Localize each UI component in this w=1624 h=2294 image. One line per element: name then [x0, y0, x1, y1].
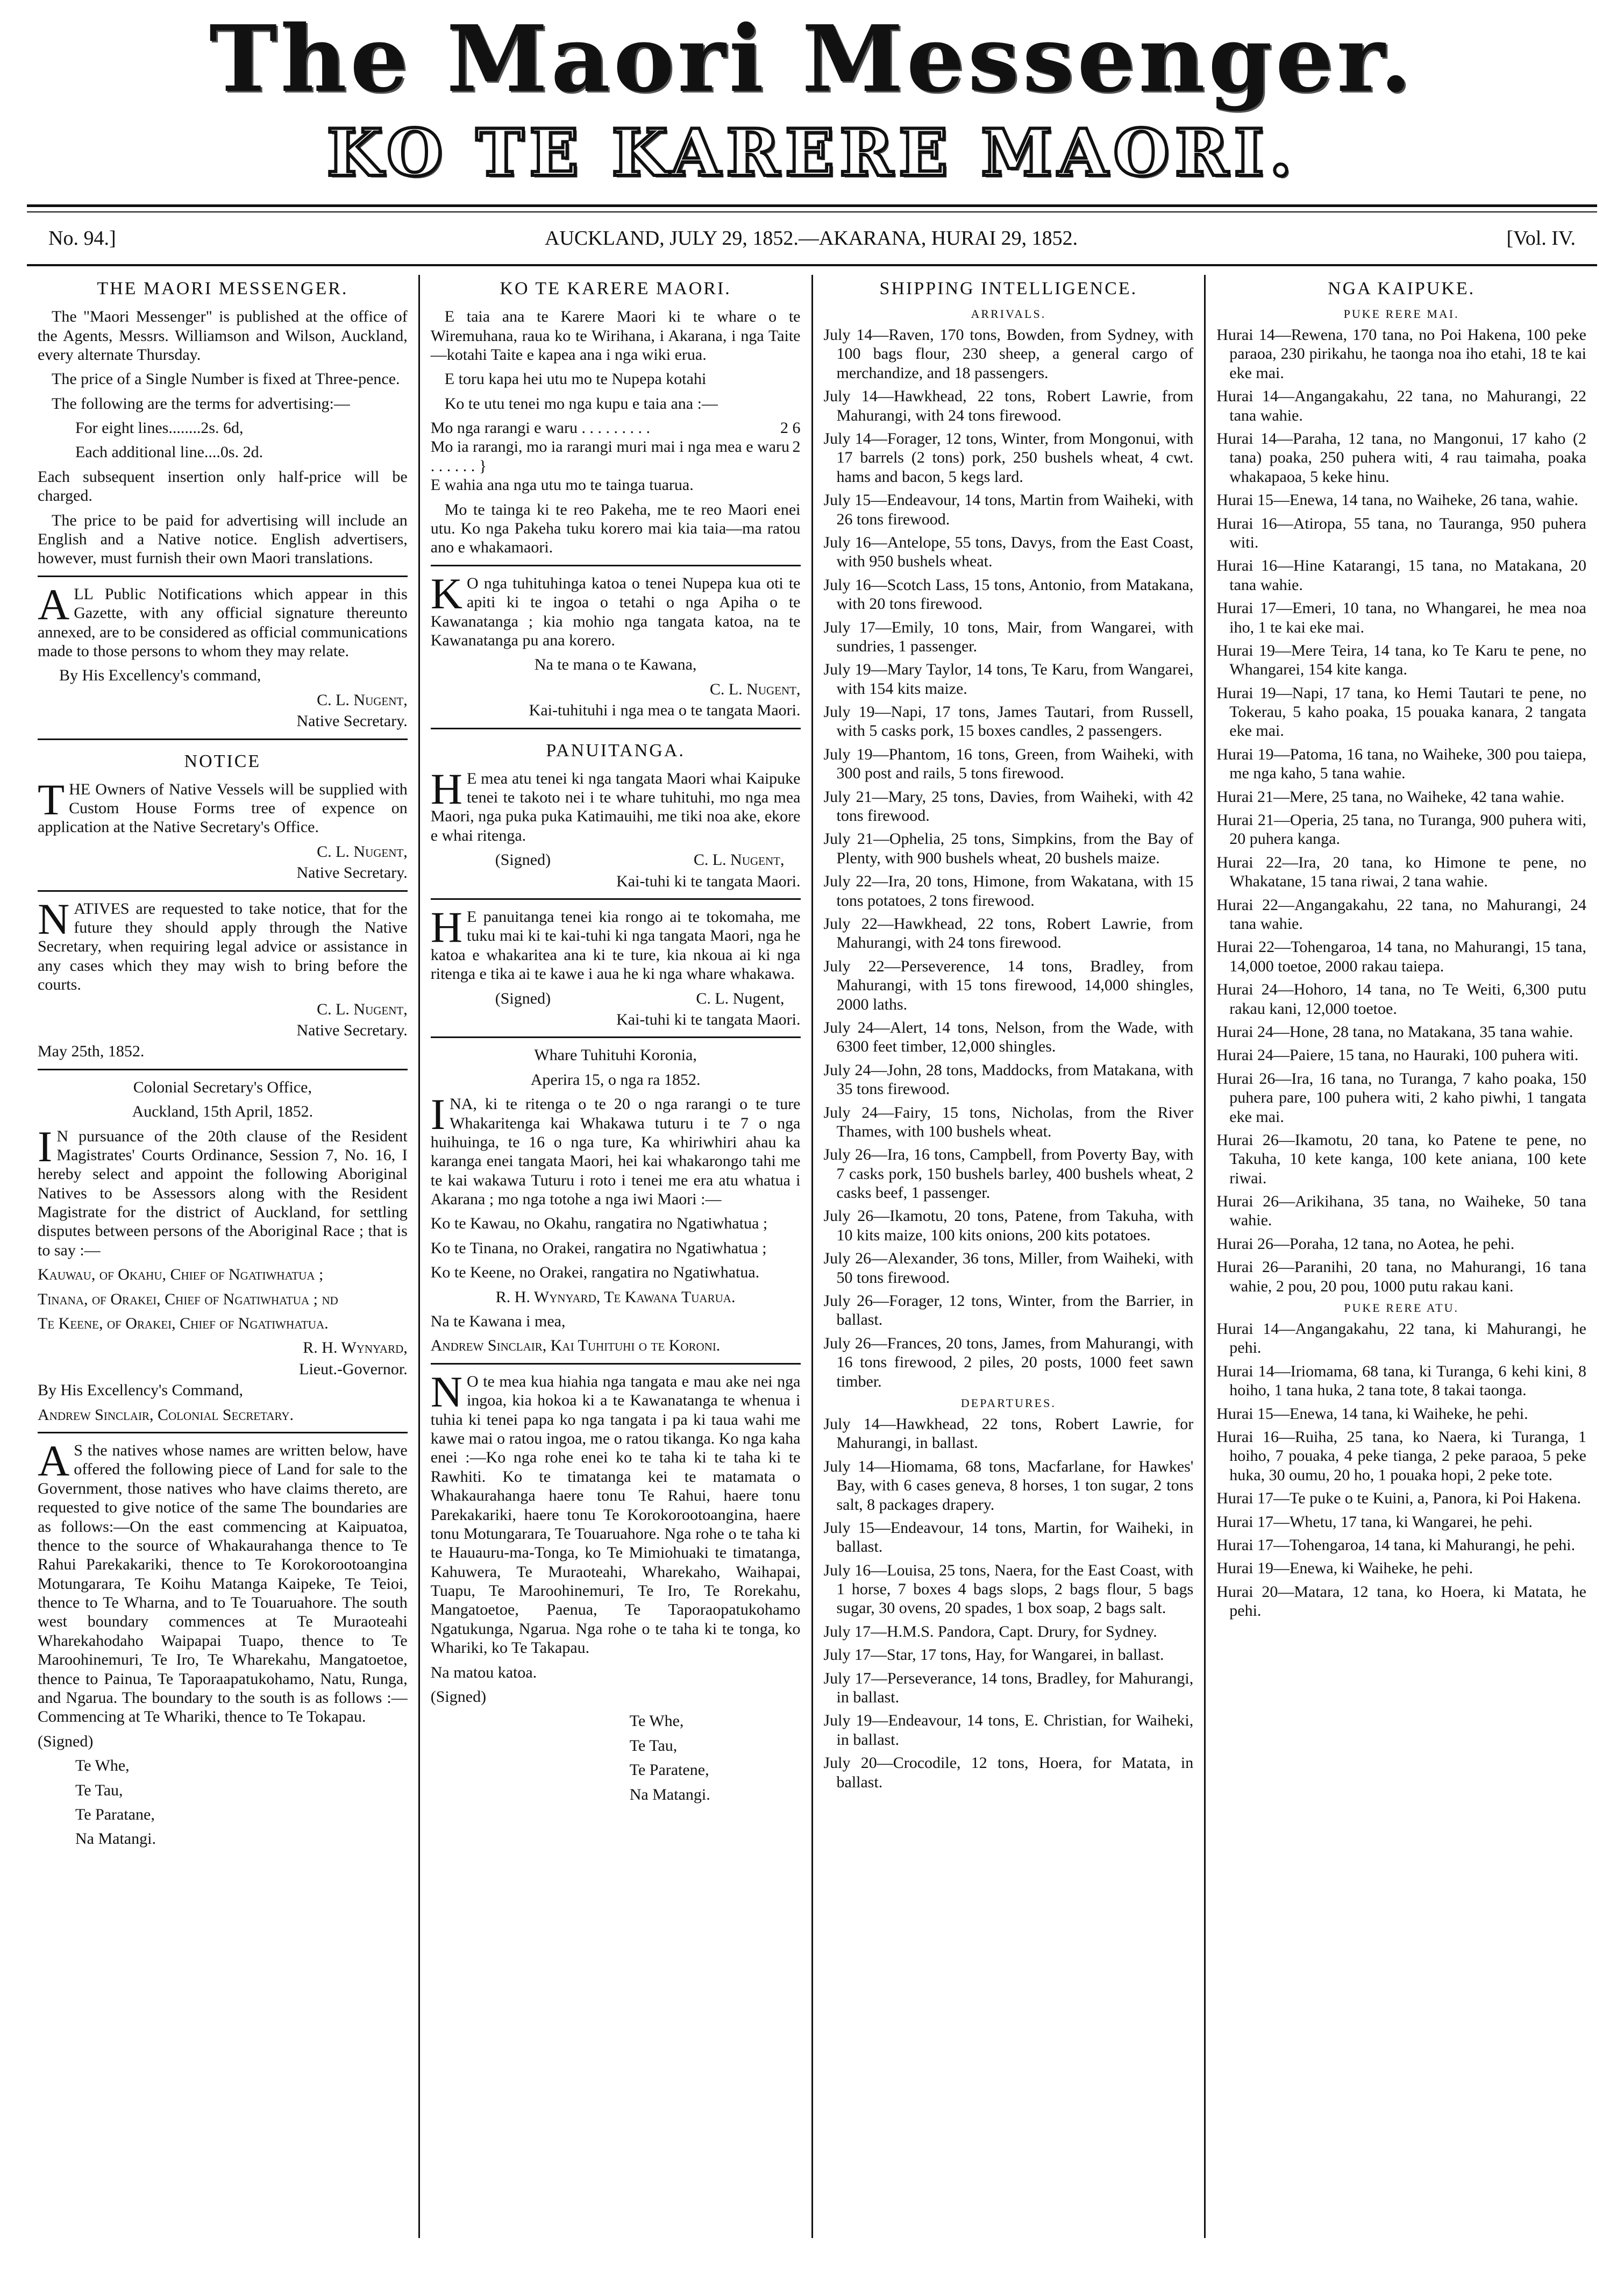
shipping-entry-text: July 14—Hiomama, 68 tons, Macfarlane, for Hawkes' Bay, with 6 cases geneva, 8 horses, 1 ton sugar, 2 tons salt, 8 packages drapery. [823, 1457, 1194, 1514]
shipping-entry-text: July 19—Phantom, 16 tons, Green, from Waiheki, with 300 post and rails, 5 tons firewood. [823, 745, 1194, 783]
rate-line: Each additional line....0s. 2d. [75, 443, 263, 461]
signature-role: Kai-tuhi ki te tangata Maori. [616, 1010, 801, 1028]
notice-body: O nga tuhituhinga katoa o tenei Nupepa kua oti te apiti ki te ingoa o tetahi o nga Apiha o te Kawanatanga ; kia mohio nga tangata katoa, na te Kawanatanga pu ana korero. [430, 574, 801, 649]
rate-line: For eight lines........2s. 6d, [75, 419, 244, 437]
section-heading: PANUITANGA. [546, 740, 685, 761]
shipping-entry-text: Hurai 14—Angangakahu, 22 tana, ki Mahurangi, he pehi. [1216, 1319, 1586, 1357]
departures-list [824, 1415, 1194, 1792]
signature-role: Kai-tuhituhi i nga mea o te tangata Maori. [529, 701, 801, 720]
shipping-entry-text: July 14—Forager, 12 tons, Winter, from Mongonui, with 17 barrels (2 tons) pork, 250 bushels wheat, 4 cwt. hams and bacon, 5 kegs lard. [823, 430, 1194, 486]
shipping-entry-text: July 15—Endeavour, 14 tons, Martin, for Waiheki, in ballast. [823, 1518, 1194, 1556]
signature-by: Na te mana o te Kawana, [534, 656, 697, 674]
column-heading: SHIPPING INTELLIGENCE. [879, 279, 1138, 299]
shipping-entry [824, 1334, 1194, 1391]
departures-heading: DEPARTURES. [960, 1396, 1056, 1410]
masthead-rule [27, 204, 1597, 212]
shipping-entry [1216, 1427, 1586, 1485]
public-notifications-notice-maori [431, 565, 801, 720]
shipping-entry [1216, 1559, 1586, 1578]
shipping-entry [824, 1061, 1194, 1099]
shipping-entry-text: July 16—Antelope, 55 tons, Davys, from the East Coast, with 950 bushels wheat. [823, 533, 1194, 571]
courts-notice-maori [431, 898, 801, 1029]
shipping-entry-text: July 21—Ophelia, 25 tons, Simpkins, from the Bay of Plenty, with 900 bushels wheat, 20 bushels maize. [823, 830, 1194, 867]
drop-cap: H [430, 764, 462, 813]
shipping-entry [1216, 1536, 1586, 1554]
shipping-entry [1216, 1319, 1586, 1358]
drop-cap: A [38, 1436, 70, 1485]
shipping-entry [1216, 1069, 1586, 1126]
issue-number: No. 94.] [48, 227, 116, 250]
shipping-entry-text: Hurai 17—Whetu, 17 tana, ki Wangarei, he pehi. [1216, 1512, 1533, 1531]
shipping-entry [1216, 387, 1586, 425]
volume-number: [Vol. IV. [1506, 227, 1576, 250]
signature-row [431, 989, 801, 1008]
office-name: Colonial Secretary's Office, [133, 1078, 312, 1096]
shipping-entry-text: Hurai 17—Tohengaroa, 14 tana, ki Mahurangi, he pehi. [1216, 1536, 1576, 1554]
signatory: Te Tau, [75, 1781, 123, 1799]
shipping-entry [824, 829, 1194, 868]
shipping-entry [1216, 853, 1586, 891]
shipping-entry-text: Hurai 16—Atiropa, 55 tana, no Tauranga, 950 puhera witi. [1216, 514, 1586, 551]
column-english-notices [27, 275, 418, 2238]
shipping-entry-text: July 22—Hawkhead, 22 tons, Robert Lawrie, from Mahurangi, with 24 tons firewood. [823, 915, 1194, 952]
shipping-entry-text: July 26—Frances, 20 tons, James, from Mahurangi, with 16 tons firewood, 2 piles, 20 posts, 1000 feet sawn timber. [823, 1334, 1194, 1390]
assessor-entry: Ko te Kawau, no Okahu, rangatira no Ngatiwhatua ; [430, 1215, 768, 1233]
shipping-entry-text: July 14—Hawkhead, 22 tons, Robert Lawrie, for Mahurangi, in ballast. [823, 1415, 1194, 1452]
shipping-entry-text: July 17—H.M.S. Pandora, Capt. Drury, for Sydney. [823, 1622, 1157, 1640]
shipping-entry-text: Hurai 21—Operia, 25 tana, no Turanga, 900 puhera witi, 20 puhera kanga. [1216, 811, 1586, 848]
shipping-entry [824, 429, 1194, 486]
shipping-entry-text: Hurai 16—Hine Katarangi, 15 tana, no Matakana, 20 tana wahie. [1216, 557, 1586, 594]
notice-body: NA, ki te ritenga o te 20 o nga rarangi o te ture Whakaritenga kai Whakawa tuturu i te 7 o nga huihuinga, te 16 o nga ture, Ka whiriwhiri ahau ka karanga enei tangata Maori, hei kai whakarongo tahi me te kai wakawa Tuturu i roto i tenei me era atu whatua i Akarana ; mo nga totohe a nga iwi Maori :— [430, 1095, 801, 1209]
shipping-entry [824, 1645, 1194, 1664]
shipping-entry [1216, 896, 1586, 934]
paragraph: Each subsequent insertion only half-price will be charged. [38, 467, 408, 505]
rate-label: Mo nga rarangi e waru . . . . . . . . . [430, 419, 650, 437]
paragraph: The "Maori Messenger" is published at the office of the Agents, Messrs. Williamson and Wilson, Auckland, every alternate Thursday. [38, 308, 408, 364]
shipping-entry [1216, 1131, 1586, 1188]
arrivals-list [1216, 325, 1586, 1296]
shipping-entry [1216, 1404, 1586, 1423]
assessor-entry: Ko te Tinana, no Orakei, rangatira no Ngatiwhatua ; [430, 1239, 767, 1257]
assessors-notice [38, 1069, 408, 1424]
shipping-entry-text: July 19—Mary Taylor, 14 tons, Te Karu, from Wangarei, with 154 kits maize. [823, 660, 1194, 698]
shipping-entry [824, 1669, 1194, 1707]
shipping-entry [1216, 1234, 1586, 1253]
notice-date: May 25th, 1852. [38, 1042, 145, 1061]
panuitanga-section [431, 728, 801, 891]
rate-value: 2 6 [780, 419, 801, 437]
shipping-entry-text: July 26—Alexander, 36 tons, Miller, from Waiheki, with 50 tons firewood. [823, 1249, 1194, 1287]
shipping-entry-text: July 16—Louisa, 25 tons, Naera, for the East Coast, with 1 horse, 7 boxes 4 bags slops, 2 bags flour, 5 bags sugar, 30 ovens, 20 spades, 1 box soap, 2 bags salt. [823, 1561, 1194, 1617]
signature-name: Andrew Sinclair, Colonial Secretary. [38, 1405, 294, 1424]
shipping-entry [1216, 1046, 1586, 1064]
shipping-entry-text: Hurai 24—Paiere, 15 tana, no Hauraki, 100 puhera witi. [1216, 1046, 1579, 1064]
shipping-entry-text: July 17—Perseverance, 14 tons, Bradley, for Mahurangi, in ballast. [823, 1669, 1194, 1707]
shipping-entry [1216, 1192, 1586, 1230]
shipping-entry-text: Hurai 26—Paranihi, 20 tana, no Mahurangi, 16 tana wahie, 2 pou, 20 pou, 1000 putu rakau kani. [1216, 1258, 1586, 1295]
shipping-entry-text: July 26—Forager, 12 tons, Winter, from the Barrier, in ballast. [823, 1292, 1194, 1329]
arrivals-list [824, 325, 1194, 1391]
shipping-entry [1216, 684, 1586, 741]
columns [27, 275, 1597, 2238]
signature-name: R. H. Wynyard, Te Kawana Tuarua. [495, 1288, 736, 1306]
paragraph: The following are the terms for advertising:— [52, 394, 350, 413]
column-heading: NGA KAIPUKE. [1328, 279, 1476, 299]
assessors-notice-maori [431, 1036, 801, 1355]
shipping-entry-text: July 24—John, 28 tons, Maddocks, from Matakana, with 35 tons firewood. [823, 1061, 1194, 1098]
shipping-entry-text: July 16—Scotch Lass, 15 tons, Antonio, from Matakana, with 20 tons firewood. [823, 576, 1194, 613]
shipping-entry [1216, 1258, 1586, 1296]
office-date: Aperira 15, o nga ra 1852. [530, 1070, 701, 1089]
notice-body: E panuitanga tenei kia rongo ai te tokomaha, me tuku mai ki te kai-tuhi ki nga tangata Maori, nga he katoa e whakaritea ana ki te ture, kia nkoua ai ki nga ritenga e tika ai te kawe i aua he ki nga whare whakawa. [430, 907, 801, 983]
arrivals-heading: ARRIVALS. [971, 307, 1046, 321]
shipping-entry-text: Hurai 14—Angangakahu, 22 tana, no Mahurangi, 22 tana wahie. [1216, 387, 1586, 424]
shipping-entry-text: Hurai 26—Ikamotu, 20 tana, ko Patene te pene, no Takuha, 10 kete kanga, 100 kete aniana, 100 kete riwai. [1216, 1131, 1586, 1187]
signature-name: C. L. Nugent, [696, 989, 785, 1007]
shipping-entry-text: July 19—Napi, 17 tons, James Tautari, from Russell, with 5 casks pork, 15 boxes candles, 2 passengers. [823, 703, 1194, 740]
assessor-entry: Tinana, of Orakei, Chief of Ngatiwhatua ; nd [38, 1290, 338, 1308]
shipping-entry [824, 576, 1194, 614]
departures-list [1216, 1319, 1586, 1620]
signatory: Te Paratane, [75, 1806, 155, 1823]
signature-name: C. L. Nugent, [317, 1000, 408, 1018]
signature-by: By His Excellency's command, [59, 666, 261, 685]
paragraph: E toru kapa hei utu mo te Nupepa kotahi [444, 370, 707, 388]
shipping-entry-text: Hurai 14—Paraha, 12 tana, no Mangonui, 17 kaho (2 tana) poaka, 250 puhera witi, 4 rau taimaha, poaka whakapaoa, 5 keke hinu. [1216, 430, 1586, 486]
rate-row [431, 418, 801, 437]
signature-role: Native Secretary. [296, 1021, 408, 1039]
shipping-entry [824, 1018, 1194, 1056]
shipping-entry-text: Hurai 26—Poraha, 12 tana, no Aotea, he pehi. [1216, 1234, 1515, 1253]
shipping-entry [824, 1711, 1194, 1749]
shipping-entry-text: Hurai 24—Hone, 28 tana, no Matakana, 35 tana wahie. [1216, 1022, 1573, 1041]
signature-by: By His Excellency's Command, [38, 1381, 244, 1400]
shipping-entry-text: July 15—Endeavour, 14 tons, Martin from Waiheki, with 26 tons firewood. [823, 491, 1194, 528]
rate-value: 2 [792, 438, 801, 456]
shipping-entry [824, 618, 1194, 656]
office-name: Whare Tuhituhi Koronia, [534, 1046, 697, 1064]
shipping-entry [1216, 1022, 1586, 1041]
shipping-entry-text: July 17—Star, 17 tons, Hay, for Wangarei, in ballast. [823, 1646, 1164, 1664]
rate-row [431, 437, 801, 475]
shipping-entry-text: July 24—Alert, 14 tons, Nelson, from the Wade, with 6300 feet timber, 12,000 shingles. [823, 1018, 1194, 1056]
shipping-entry-text: Hurai 19—Napi, 17 tana, ko Hemi Tautari te pene, no Tokerau, 5 kaho poaka, 15 pouaka kanara, 2 tangata eke mai. [1216, 684, 1586, 740]
shipping-entry [824, 872, 1194, 910]
shipping-entry [1216, 745, 1586, 783]
signature-name: R. H. Wynyard, [303, 1339, 408, 1357]
shipping-entry [824, 387, 1194, 425]
notice-body: E mea atu tenei ki nga tangata Maori whai Kaipuke tenei te takoto nei i te whare tuhituhi, mo nga mea Maori, nga puka puka Katimauihi, me tiki noa ake, ekore e whai ritenga. [430, 769, 801, 844]
shipping-entry [1216, 1512, 1586, 1531]
signatory: Te Whe, [629, 1712, 684, 1730]
signature-name: C. L. Nugent, [709, 680, 801, 698]
paragraph: E wahia ana nga utu mo te tainga tuarua. [430, 476, 694, 494]
shipping-entry [824, 1622, 1194, 1641]
paragraph: The price to be paid for advertising will include an English and a Native notice. English advertisers, however, must furnish their own Maori translations. [38, 511, 408, 567]
shipping-entry [824, 957, 1194, 1014]
shipping-entry-text: Hurai 22—Tohengaroa, 14 tana, no Mahurangi, 15 tana, 14,000 toetoe, 2000 rakau taiepa. [1216, 938, 1586, 975]
issue-date: AUCKLAND, JULY 29, 1852.—AKARANA, HURAI 29, 1852. [544, 227, 1078, 250]
notice-body: LL Public Notifications which appear in this Gazette, with any official signature thereunto annexed, are to be considered as official communications made to those persons to whom they may relate. [38, 585, 408, 660]
dateline-rule [27, 264, 1597, 266]
shipping-entry [1216, 491, 1586, 509]
shipping-entry-text: Hurai 19—Patoma, 16 tana, no Waiheke, 300 pou taiepa, me nga kaho, 5 tana wahie. [1216, 745, 1586, 783]
shipping-entry [824, 660, 1194, 698]
column-shipping-maori [1204, 275, 1597, 2238]
shipping-entry [1216, 325, 1586, 382]
column-shipping-english [811, 275, 1205, 2238]
notice-body: S the natives whose names are written below, have offered the following piece of Land for sale to the Government, those natives who have claims thereto, are requested to give notice of the same The boundaries are as follows:—On the east commencing at Kaipuatoa, thence to the source of Whakaurahanga thence to Te Rahui Parekakariki, thence to Te Korokorootoangina Motungarara, Te Koihu Matanga Kaipeke, Te Teioi, thence to Te Wharna, and to Te Touaruahore. The south west boundary commences at Te Muraoteahi Wharekahodaho Waipapai Tuapo, thence to Te Maroohinemuri, Te Iro, Te Wharekahu, Mangatoetoe, thence to Painua, Te Taporaapatukohamo, Natu, Runga, and Ngarua. The boundary to the south is as follows :—Commencing at Te Whariki, thence to Te Tokapau. [38, 1441, 408, 1726]
shipping-entry [824, 745, 1194, 783]
signature-role: Native Secretary. [296, 712, 408, 730]
column-heading: THE MAORI MESSENGER. [97, 279, 348, 299]
shipping-entry-text: Hurai 21—Mere, 25 tana, no Waiheke, 42 tana wahie. [1216, 787, 1565, 806]
shipping-entry [1216, 1489, 1586, 1508]
shipping-entry [824, 1561, 1194, 1618]
shipping-entry [1216, 599, 1586, 637]
paragraph: Ko te utu tenei mo nga kupu e taia ana :— [444, 394, 718, 413]
drop-cap: N [38, 894, 70, 943]
shipping-entry [1216, 514, 1586, 552]
signatory: Te Paratene, [629, 1761, 709, 1779]
shipping-entry [824, 1457, 1194, 1514]
shipping-entry [824, 787, 1194, 826]
shipping-entry-text: Hurai 26—Arikihana, 35 tana, no Waiheke, 50 tana wahie. [1216, 1192, 1586, 1230]
dateline [27, 212, 1597, 264]
shipping-entry-text: Hurai 14—Iriomama, 68 tana, ki Turanga, 6 kehi kini, 8 hoiho, 1 tana huka, 2 tana tote, 8 takai taonga. [1216, 1362, 1586, 1400]
shipping-entry-text: Hurai 19—Enewa, ki Waiheke, he pehi. [1216, 1559, 1473, 1578]
shipping-entry [824, 1249, 1194, 1287]
shipping-entry [1216, 556, 1586, 594]
shipping-entry [1216, 429, 1586, 486]
signature-by: Na te Kawana i mea, [430, 1312, 566, 1331]
signatory: Na Matangi. [75, 1830, 156, 1848]
notice-section [38, 738, 408, 883]
rate-label: Mo ia rarangi, mo ia rarangi muri mai i nga mea e waru . . . . . . } [430, 438, 790, 475]
signature-name: C. L. Nugent, [693, 851, 785, 869]
drop-cap: T [38, 775, 65, 824]
assessor-entry: Ko te Keene, no Orakei, rangatira no Ngatiwhatua. [430, 1263, 760, 1282]
paragraph: E taia ana te Karere Maori ki te whare o te Wiremuhana, raua ko te Wirihana, i Akarana, i nga Taite—kotahi Taite e kapea ana i nga wiki erua. [430, 308, 801, 364]
notice-body: N pursuance of the 20th clause of the Resident Magistrates' Courts Ordinance, Session 7, No. 16, I hereby select and appoint the following Aboriginal Natives to be Assessors along with the Resident Magistrate for the district of Auckland, for settling disputes between persons of the Aboriginal Race ; that is to say :— [38, 1127, 408, 1259]
signed-label: (Signed) [495, 851, 551, 869]
signature-role: Kai-tuhi ki te tangata Maori. [616, 872, 801, 890]
notice-body: HE Owners of Native Vessels will be supplied with Custom House Forms tree of expence on application at the Native Secretary's Office. [38, 780, 408, 836]
shipping-entry-text: Hurai 22—Ira, 20 tana, ko Himone te pene, no Whakatane, 15 tana riwai, 2 tana wahie. [1216, 853, 1586, 891]
section-heading: NOTICE [184, 751, 261, 771]
shipping-entry-text: July 22—Perseverence, 14 tons, Bradley, from Mahurangi, with 15 tons firewood, 14,000 shingles, 2000 laths. [823, 957, 1194, 1013]
shipping-entry [824, 325, 1194, 382]
shipping-entry-text: July 22—Ira, 20 tons, Himone, from Wakatana, with 15 tons potatoes, 2 tons firewood. [823, 872, 1194, 910]
signed-label: (Signed) [38, 1732, 94, 1750]
paragraph: Mo te tainga ki te reo Pakeha, me te reo Maori enei utu. Ko nga Pakeha tuku korero mai kia taia—ma ratou ano e whakamaori. [430, 500, 801, 557]
shipping-entry [824, 702, 1194, 741]
masthead [27, 0, 1597, 194]
signatory: Te Tau, [629, 1736, 678, 1755]
shipping-entry [824, 914, 1194, 953]
shipping-entry [1216, 787, 1586, 806]
assessor-entry: Te Keene, of Orakei, Chief of Ngatiwhatua. [38, 1315, 329, 1333]
shipping-entry [1216, 980, 1586, 1018]
shipping-entry [1216, 641, 1586, 679]
shipping-entry [824, 1206, 1194, 1245]
column-heading: KO TE KARERE MAORI. [500, 279, 731, 299]
shipping-entry-text: July 14—Hawkhead, 22 tons, Robert Lawrie, from Mahurangi, with 24 tons firewood. [823, 387, 1194, 424]
legal-advice-notice [38, 890, 408, 1061]
shipping-entry [824, 1518, 1194, 1557]
signatory: Te Whe, [75, 1757, 130, 1775]
signature-name: C. L. Nugent, [317, 842, 408, 861]
shipping-entry-text: July 19—Endeavour, 14 tons, E. Christian, for Waiheki, in ballast. [823, 1711, 1194, 1749]
signatory: Na Matangi. [629, 1785, 710, 1803]
shipping-entry-text: July 21—Mary, 25 tons, Davies, from Waiheki, with 42 tons firewood. [823, 787, 1194, 825]
shipping-entry-text: Hurai 22—Angangakahu, 22 tana, no Mahurangi, 24 tana wahie. [1216, 896, 1586, 933]
shipping-entry-text: Hurai 17—Emeri, 10 tana, no Whangarei, he mea noa iho, 1 te kai eke mai. [1216, 599, 1586, 636]
drop-cap: A [38, 579, 70, 629]
shipping-entry-text: Hurai 17—Te puke o te Kuini, a, Panora, ki Poi Hakena. [1216, 1489, 1581, 1508]
drop-cap: I [430, 1090, 446, 1139]
drop-cap: I [38, 1121, 53, 1171]
shipping-entry-text: Hurai 15—Enewa, 14 tana, no Waiheke, 26 tana, wahie. [1216, 491, 1578, 509]
land-sale-notice [38, 1432, 408, 1849]
shipping-entry [824, 1753, 1194, 1792]
shipping-entry [824, 1103, 1194, 1141]
masthead-title-maori: KO TE KARERE MAORI. [326, 115, 1298, 191]
signed-label: (Signed) [495, 989, 551, 1007]
masthead-title-english: The Maori Messenger. [209, 5, 1415, 113]
shipping-entry [824, 1415, 1194, 1453]
shipping-entry-text: Hurai 15—Enewa, 14 tana, ki Waiheke, he pehi. [1216, 1404, 1528, 1423]
public-notifications-notice [38, 576, 408, 731]
shipping-entry-text: Hurai 16—Ruiha, 25 tana, ko Naera, ki Turanga, 1 hoiho, 7 pouaka, 4 peke tianga, 2 peke paraoa, 5 peke huka, 30 oumu, 20 ho, 1 pouaka hopi, 2 peke tote. [1216, 1427, 1586, 1484]
signature-role: Native Secretary. [296, 864, 408, 882]
shipping-entry [824, 1145, 1194, 1202]
arrivals-heading: PUKE RERE MAI. [1343, 307, 1459, 321]
shipping-entry-text: July 20—Crocodile, 12 tons, Hoera, for Matata, in ballast. [823, 1754, 1194, 1791]
assessor-entry: Kauwau, of Okahu, Chief of Ngatiwhatua ; [38, 1266, 324, 1284]
shipping-entry [824, 533, 1194, 571]
shipping-entry-text: Hurai 19—Mere Teira, 14 tana, ko Te Karu te pene, no Whangarei, 154 kite kanga. [1216, 641, 1586, 679]
shipping-entry-text: July 14—Raven, 170 tons, Bowden, from Sydney, with 100 bags flour, 230 sheep, a general cargo of merchandize, and 18 passengers. [823, 326, 1194, 382]
departures-heading: PUKE RERE ATU. [1344, 1301, 1459, 1315]
shipping-entry [1216, 811, 1586, 849]
signature-name: C. L. Nugent, [317, 691, 408, 709]
shipping-entry-text: Hurai 24—Hohoro, 14 tana, no Te Weiti, 6,300 putu rakau kani, 12,000 toetoe. [1216, 981, 1586, 1018]
shipping-entry-text: July 26—Ikamotu, 20 tons, Patene, from Takuha, with 10 kits maize, 100 kits onions, 200 kits potatoes. [823, 1207, 1194, 1244]
drop-cap: N [430, 1367, 462, 1416]
notice-body: ATIVES are requested to take notice, that for the future they should apply through the Native Secretary, when requiring legal advice or assistance in any cases which they may wish to bring before the courts. [38, 899, 408, 994]
shipping-entry-text: Hurai 26—Ira, 16 tana, no Turanga, 7 kaho poaka, 150 puhera pare, 100 puhera witi, 2 kaho piwhi, 1 tangata eke mai. [1216, 1069, 1586, 1126]
shipping-entry [1216, 938, 1586, 976]
office-date: Auckland, 15th April, 1852. [132, 1103, 314, 1121]
column-maori-notices [418, 275, 811, 2238]
land-sale-notice-maori [431, 1363, 801, 1804]
drop-cap: K [430, 569, 462, 618]
signature-name: Andrew Sinclair, Kai Tuhituhi o te Koroni. [430, 1337, 721, 1355]
shipping-entry-text: Hurai 14—Rewena, 170 tana, no Poi Hakena, 100 peke paraoa, 230 pirikahu, he taonga noa iho etahi, 18 te kai eke mai. [1216, 326, 1586, 382]
drop-cap: H [430, 902, 462, 951]
signature-role: Lieut.-Governor. [299, 1360, 408, 1378]
signed-label: (Signed) [430, 1688, 487, 1706]
shipping-entry [824, 491, 1194, 529]
signature-row [431, 850, 801, 869]
closing-line: Na matou katoa. [430, 1663, 537, 1681]
shipping-entry-text: July 24—Fairy, 15 tons, Nicholas, from the River Thames, with 100 bushels wheat. [823, 1103, 1194, 1140]
shipping-entry-text: July 17—Emily, 10 tons, Mair, from Wangarei, with sundries, 1 passenger. [823, 618, 1194, 655]
shipping-entry [1216, 1582, 1586, 1621]
shipping-entry [1216, 1362, 1586, 1400]
shipping-entry-text: July 26—Ira, 16 tons, Campbell, from Poverty Bay, with 7 casks pork, 150 bushels barley, 400 bushels wheat, 2 casks beef, 1 passenger. [823, 1146, 1194, 1202]
paragraph: The price of a Single Number is fixed at Three-pence. [52, 370, 400, 388]
shipping-entry [824, 1291, 1194, 1330]
shipping-entry-text: Hurai 20—Matara, 12 tana, ko Hoera, ki Matata, he pehi. [1216, 1582, 1586, 1620]
notice-body: O te mea kua hiahia nga tangata e mau ake nei nga ingoa, kia hokoa ki a te Kawanatanga te whenua i tuhia ki tenei papa ko nga tangata i pa ki taua wahi me kawe mai o ratou ingoa, me o ratou tikanga. Ko nga kaha enei :—Ko nga rohe enei ko te taha ki te taha ki te Rawhiti. Ko te timatanga kei te matamata o Whakaurahanga haere tonu Te Rahui, haere tonu Parekakariki, haere tonu Te Korokorootoangina, haere tonu Motungarara, Te Touaruahore. Nga rohe o te taha ki te Hauauru-ma-Tonga, ko Te Mimiohuaki te timatanga, Kahuwera, Te Muraoteahi, Wharekaho, Waihapai, Tuapu, Te Maroohinemuri, Te Iro, Te Rorekahu, Mangatoetoe, Paenua, Te Taporaopatukohamo Ngatukunga, Ngarua. Nga rohe o te taha ki te tonga, ko Whariki, ko Te Takapau. [430, 1372, 801, 1657]
